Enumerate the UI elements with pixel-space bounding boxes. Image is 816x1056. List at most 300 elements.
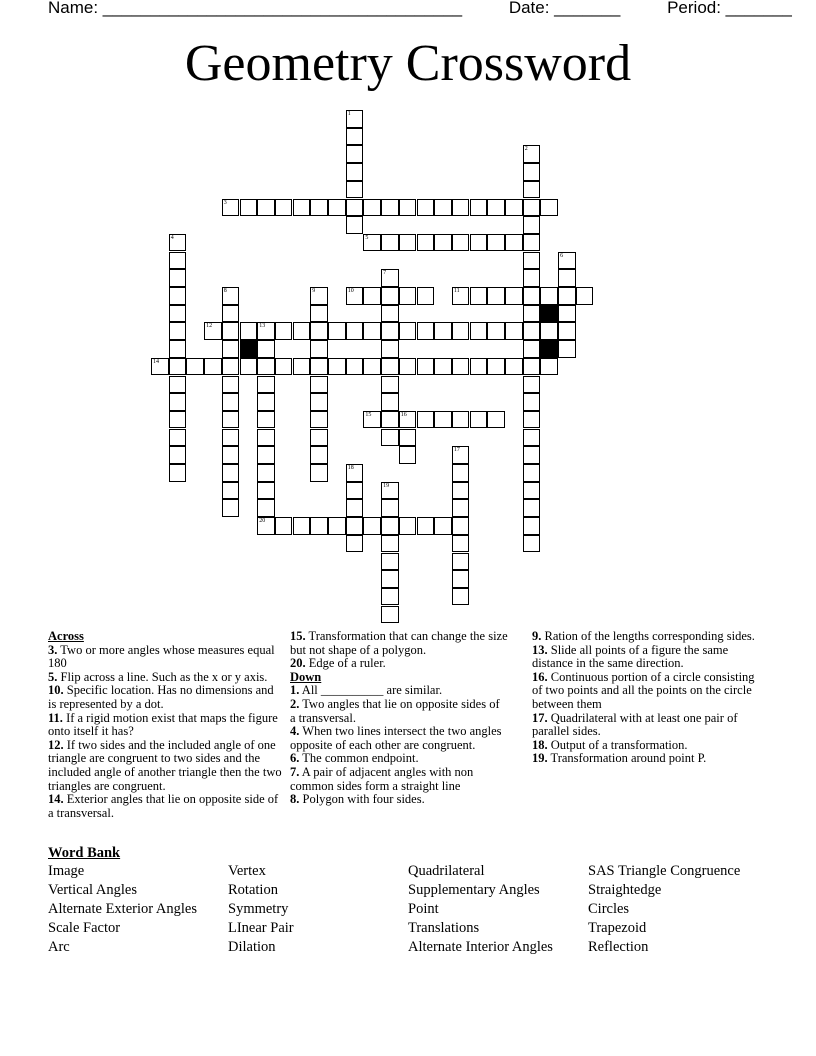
crossword-cell[interactable]	[434, 322, 452, 340]
crossword-cell[interactable]	[523, 322, 541, 340]
crossword-cell[interactable]	[363, 287, 381, 305]
crossword-cell[interactable]	[222, 305, 240, 323]
crossword-cell[interactable]	[310, 287, 328, 305]
crossword-cell[interactable]	[470, 234, 488, 252]
crossword-cell[interactable]	[257, 340, 275, 358]
crossword-cell[interactable]	[505, 199, 523, 217]
clue-number: 12	[206, 323, 213, 330]
crossword-cell[interactable]	[417, 234, 435, 252]
clue-number: 20.	[290, 656, 306, 671]
word-bank-item: LInear Pair	[228, 920, 294, 936]
clue-number: 5	[365, 234, 369, 241]
clue-text: Transformation around point P.	[547, 751, 707, 766]
crossword-cell[interactable]	[505, 287, 523, 305]
clue-number: 6.	[290, 751, 300, 766]
crossword-cell[interactable]	[293, 322, 311, 340]
crossword-cell[interactable]	[275, 322, 293, 340]
across-clue	[48, 671, 283, 685]
crossword-cell[interactable]	[346, 499, 364, 517]
crossword-cell[interactable]	[257, 429, 275, 447]
crossword-cell[interactable]	[310, 199, 328, 217]
crossword-cell[interactable]	[240, 358, 258, 376]
crossword-cell[interactable]	[169, 446, 187, 464]
crossword-cell[interactable]	[523, 269, 541, 287]
crossword-cell[interactable]	[346, 464, 364, 482]
crossword-cell[interactable]	[381, 535, 399, 553]
crossword-cell[interactable]	[204, 322, 222, 340]
crossword-cell[interactable]	[222, 411, 240, 429]
crossword-cell[interactable]	[169, 358, 187, 376]
crossword-cell[interactable]	[381, 358, 399, 376]
crossword-cell[interactable]	[346, 181, 364, 199]
crossword-cell[interactable]	[381, 305, 399, 323]
crossword-cell[interactable]	[328, 517, 346, 535]
crossword-cell[interactable]	[452, 464, 470, 482]
crossword-cell[interactable]	[470, 411, 488, 429]
crossword-cell[interactable]	[487, 358, 505, 376]
crossword-cell[interactable]	[381, 393, 399, 411]
word-bank-item: Symmetry	[228, 901, 289, 917]
crossword-cell[interactable]	[310, 411, 328, 429]
clue-number: 1.	[290, 683, 300, 698]
crossword-cell[interactable]	[381, 606, 399, 624]
crossword-cell[interactable]	[505, 234, 523, 252]
crossword-cell[interactable]	[346, 517, 364, 535]
crossword-cell[interactable]	[381, 411, 399, 429]
crossword-cell[interactable]	[417, 322, 435, 340]
crossword-cell[interactable]	[363, 234, 381, 252]
crossword-cell[interactable]	[434, 411, 452, 429]
crossword-cell[interactable]	[417, 517, 435, 535]
clues-column-1	[48, 630, 283, 820]
crossword-cell[interactable]	[487, 199, 505, 217]
word-bank-item: Alternate Exterior Angles	[48, 901, 197, 917]
crossword-cell[interactable]	[381, 517, 399, 535]
crossword-cell[interactable]	[523, 234, 541, 252]
crossword-cell[interactable]	[328, 358, 346, 376]
clue-text: Output of a transformation.	[547, 737, 688, 752]
clue-text: Slide all points of a figure the same distance in the same direction.	[532, 642, 729, 671]
clue-number: 14.	[48, 792, 64, 807]
crossword-cell[interactable]	[310, 429, 328, 447]
crossword-cell[interactable]	[452, 411, 470, 429]
crossword-cell[interactable]	[222, 446, 240, 464]
crossword-cell[interactable]	[470, 199, 488, 217]
down-clue	[532, 644, 762, 671]
crossword-cell[interactable]	[470, 287, 488, 305]
crossword-cell[interactable]	[523, 287, 541, 305]
crossword-cell[interactable]	[310, 340, 328, 358]
crossword-cell[interactable]	[293, 517, 311, 535]
clue-number: 9	[312, 288, 316, 294]
crossword-cell[interactable]	[399, 234, 417, 252]
crossword-cell[interactable]	[434, 358, 452, 376]
crossword-cell[interactable]	[293, 199, 311, 217]
black-square	[540, 340, 558, 358]
crossword-cell[interactable]	[310, 517, 328, 535]
crossword-cell[interactable]	[381, 482, 399, 500]
clue-text: Specific location. Has no dimensions and is represented by a dot.	[48, 683, 274, 711]
crossword-cell[interactable]	[434, 517, 452, 535]
crossword-cell[interactable]	[363, 517, 381, 535]
crossword-cell[interactable]	[346, 216, 364, 234]
crossword-cell[interactable]	[310, 358, 328, 376]
crossword-cell[interactable]	[523, 535, 541, 553]
clue-text: The common endpoint.	[299, 751, 419, 766]
period-field[interactable]: Period: _______	[667, 0, 792, 17]
crossword-cell[interactable]	[452, 588, 470, 606]
crossword-cell[interactable]	[346, 535, 364, 553]
crossword-cell[interactable]	[346, 358, 364, 376]
across-clue	[48, 739, 283, 793]
crossword-cell[interactable]	[399, 358, 417, 376]
crossword-cell[interactable]	[523, 429, 541, 447]
student-info-header	[48, 0, 792, 20]
crossword-cell[interactable]	[222, 464, 240, 482]
crossword-cell[interactable]	[328, 322, 346, 340]
crossword-cell[interactable]	[204, 358, 222, 376]
crossword-cell[interactable]	[487, 411, 505, 429]
crossword-cell[interactable]	[222, 358, 240, 376]
crossword-cell[interactable]	[169, 252, 187, 270]
crossword-cell[interactable]	[452, 517, 470, 535]
crossword-cell[interactable]	[434, 199, 452, 217]
crossword-cell[interactable]	[558, 287, 576, 305]
crossword-cell[interactable]	[310, 322, 328, 340]
crossword-cell[interactable]	[346, 287, 364, 305]
crossword-cell[interactable]	[222, 199, 240, 217]
crossword-cell[interactable]	[363, 199, 381, 217]
crossword-cell[interactable]	[222, 482, 240, 500]
crossword-cell[interactable]	[381, 570, 399, 588]
crossword-cell[interactable]	[222, 393, 240, 411]
down-clue	[532, 671, 762, 712]
crossword-cell[interactable]	[169, 411, 187, 429]
clue-text: Quadrilateral with at least one pair of parallel sides.	[532, 710, 738, 739]
crossword-cell[interactable]	[487, 234, 505, 252]
crossword-cell[interactable]	[257, 322, 275, 340]
clue-text: All __________ are similar.	[299, 683, 443, 698]
crossword-cell[interactable]	[523, 163, 541, 181]
crossword-cell[interactable]	[275, 358, 293, 376]
word-bank-item: Reflection	[588, 939, 649, 955]
crossword-cell[interactable]	[452, 570, 470, 588]
crossword-cell[interactable]	[452, 553, 470, 571]
crossword-cell[interactable]	[558, 340, 576, 358]
across-clue	[48, 793, 283, 820]
word-bank-item: Vertical Angles	[48, 882, 137, 898]
crossword-cell[interactable]	[346, 110, 364, 128]
crossword-cell[interactable]	[523, 358, 541, 376]
word-bank-column	[48, 862, 197, 957]
down-clue	[290, 752, 508, 766]
word-bank-column	[408, 862, 553, 957]
crossword-cell[interactable]	[523, 376, 541, 394]
clue-number: 11	[453, 288, 460, 294]
word-bank-item: Arc	[48, 939, 70, 955]
crossword-cell[interactable]	[169, 322, 187, 340]
clue-number: 19.	[532, 751, 548, 766]
clue-number: 4	[170, 234, 174, 241]
clue-number: 19	[383, 482, 390, 489]
crossword-cell[interactable]	[540, 287, 558, 305]
down-clue	[290, 793, 508, 807]
clue-number: 8.	[290, 792, 300, 807]
crossword-cell[interactable]	[346, 128, 364, 146]
crossword-cell[interactable]	[558, 305, 576, 323]
crossword-cell[interactable]	[222, 340, 240, 358]
crossword-cell[interactable]	[399, 199, 417, 217]
clue-text: If two sides and the included angle of one triangle are congruent to two sides and the included angle of another triangle then the two triangles are congruent.	[48, 737, 282, 793]
crossword-cell[interactable]	[169, 305, 187, 323]
crossword-cell[interactable]	[399, 446, 417, 464]
date-field[interactable]: Date: _______	[508, 0, 621, 17]
crossword-cell[interactable]	[293, 358, 311, 376]
crossword-cell[interactable]	[523, 411, 541, 429]
crossword-cell[interactable]	[523, 252, 541, 270]
clue-number: 3	[223, 199, 227, 206]
across-clue	[290, 630, 508, 657]
word-bank-item: Image	[48, 863, 85, 879]
crossword-cell[interactable]	[257, 393, 275, 411]
crossword-cell[interactable]	[523, 499, 541, 517]
clue-text: If a rigid motion exist that maps the figure onto itself it has?	[48, 710, 278, 739]
crossword-cell[interactable]	[310, 376, 328, 394]
crossword-cell[interactable]	[169, 393, 187, 411]
down-heading: Down	[290, 669, 322, 684]
crossword-cell[interactable]	[417, 287, 435, 305]
crossword-cell[interactable]	[452, 287, 470, 305]
crossword-cell[interactable]	[328, 199, 346, 217]
clue-text: Exterior angles that lie on opposite side of a transversal.	[48, 792, 279, 820]
clue-number: 9.	[532, 629, 542, 643]
crossword-cell[interactable]	[452, 199, 470, 217]
down-clue	[532, 739, 762, 753]
across-clue	[290, 657, 508, 671]
crossword-cell[interactable]	[523, 181, 541, 199]
crossword-cell[interactable]	[540, 358, 558, 376]
crossword-cell[interactable]	[257, 358, 275, 376]
word-bank-item: Point	[408, 901, 439, 917]
crossword-cell[interactable]	[222, 499, 240, 517]
crossword-cell[interactable]	[505, 322, 523, 340]
crossword-cell[interactable]	[399, 411, 417, 429]
across-clue	[48, 712, 283, 739]
clue-number: 6	[560, 252, 564, 259]
crossword-cell[interactable]	[417, 358, 435, 376]
crossword-cell[interactable]	[505, 358, 523, 376]
word-bank-item: Trapezoid	[588, 920, 647, 936]
crossword-cell[interactable]	[363, 411, 381, 429]
word-bank-item: Vertex	[228, 863, 266, 879]
crossword-cell[interactable]	[470, 322, 488, 340]
crossword-cell[interactable]	[346, 199, 364, 217]
clue-text: Two or more angles whose measures equal 180	[48, 642, 275, 671]
crossword-cell[interactable]	[275, 517, 293, 535]
down-clue	[532, 752, 762, 766]
crossword-cell[interactable]	[222, 376, 240, 394]
clue-number: 15	[365, 411, 372, 418]
crossword-cell[interactable]	[222, 429, 240, 447]
crossword-cell[interactable]	[452, 482, 470, 500]
crossword-cell[interactable]	[523, 464, 541, 482]
crossword-cell[interactable]	[523, 305, 541, 323]
crossword-cell[interactable]	[381, 234, 399, 252]
crossword-cell[interactable]	[169, 464, 187, 482]
clue-text: Transformation that can change the size but not shape of a polygon.	[290, 629, 508, 657]
crossword-cell[interactable]	[169, 269, 187, 287]
crossword-cell[interactable]	[576, 287, 594, 305]
crossword-cell[interactable]	[346, 145, 364, 163]
clue-number: 7	[383, 270, 387, 277]
crossword-cell[interactable]	[381, 287, 399, 305]
crossword-cell[interactable]	[169, 376, 187, 394]
crossword-cell[interactable]	[169, 340, 187, 358]
crossword-cell[interactable]	[487, 322, 505, 340]
crossword-cell[interactable]	[240, 322, 258, 340]
crossword-cell[interactable]	[452, 535, 470, 553]
crossword-cell[interactable]	[346, 482, 364, 500]
clue-number: 10	[347, 288, 354, 294]
word-bank-item: Rotation	[228, 882, 278, 898]
crossword-cell[interactable]	[310, 305, 328, 323]
word-bank-item: Dilation	[228, 939, 276, 955]
crossword-cell[interactable]	[470, 358, 488, 376]
crossword-cell[interactable]	[399, 517, 417, 535]
crossword-cell[interactable]	[222, 322, 240, 340]
word-bank-item: Quadrilateral	[408, 863, 485, 879]
crossword-cell[interactable]	[151, 358, 169, 376]
clue-number: 2	[524, 146, 528, 153]
crossword-cell[interactable]	[381, 322, 399, 340]
crossword-cell[interactable]	[381, 553, 399, 571]
crossword-cell[interactable]	[417, 199, 435, 217]
word-bank-item: Straightedge	[588, 882, 662, 898]
crossword-cell[interactable]	[452, 499, 470, 517]
crossword-cell[interactable]	[434, 234, 452, 252]
crossword-cell[interactable]	[399, 287, 417, 305]
down-clue	[532, 712, 762, 739]
crossword-cell[interactable]	[257, 517, 275, 535]
crossword-cell[interactable]	[381, 199, 399, 217]
crossword-cell[interactable]	[523, 517, 541, 535]
clue-number: 5.	[48, 669, 58, 684]
clue-number: 13.	[532, 642, 548, 657]
word-bank-item: SAS Triangle Congruence	[588, 863, 741, 879]
crossword-cell[interactable]	[540, 322, 558, 340]
crossword-cell[interactable]	[169, 234, 187, 252]
clue-number: 18.	[532, 737, 548, 752]
clues-column-3	[532, 630, 762, 766]
clue-number: 18	[347, 465, 354, 471]
crossword-cell[interactable]	[257, 499, 275, 517]
word-bank-item: Circles	[588, 901, 630, 917]
down-clue	[290, 698, 508, 725]
crossword-cell[interactable]	[452, 322, 470, 340]
crossword-cell[interactable]	[186, 358, 204, 376]
clues-column-2	[290, 630, 508, 807]
crossword-cell[interactable]	[523, 482, 541, 500]
crossword-cell[interactable]	[399, 429, 417, 447]
crossword-cell[interactable]	[310, 464, 328, 482]
crossword-cell[interactable]	[558, 269, 576, 287]
crossword-cell[interactable]	[363, 322, 381, 340]
clue-number: 13	[259, 323, 266, 330]
crossword-cell[interactable]	[275, 199, 293, 217]
clue-number: 4.	[290, 724, 300, 739]
crossword-cell[interactable]	[310, 446, 328, 464]
clue-number: 1	[347, 111, 351, 117]
crossword-cell[interactable]	[381, 499, 399, 517]
crossword-cell[interactable]	[523, 393, 541, 411]
crossword-cell[interactable]	[523, 199, 541, 217]
word-bank-column	[228, 862, 294, 957]
crossword-cell[interactable]	[523, 446, 541, 464]
clue-number: 17	[453, 447, 460, 454]
crossword-cell[interactable]	[363, 358, 381, 376]
black-square	[240, 340, 258, 358]
crossword-cell[interactable]	[257, 376, 275, 394]
crossword-cell[interactable]	[257, 199, 275, 217]
word-bank-item: Translations	[408, 920, 480, 936]
crossword-cell[interactable]	[523, 216, 541, 234]
clue-number: 12.	[48, 737, 64, 752]
crossword-cell[interactable]	[558, 252, 576, 270]
crossword-cell[interactable]	[381, 269, 399, 287]
crossword-cell[interactable]	[452, 358, 470, 376]
crossword-cell[interactable]	[523, 145, 541, 163]
crossword-cell[interactable]	[240, 199, 258, 217]
word-bank-item: Alternate Interior Angles	[408, 939, 553, 955]
crossword-cell[interactable]	[381, 376, 399, 394]
clue-text: Ration of the lengths corresponding sides.	[541, 629, 755, 643]
crossword-cell[interactable]	[523, 340, 541, 358]
clue-number: 8	[223, 288, 227, 294]
crossword-cell[interactable]	[558, 322, 576, 340]
clue-text: Flip across a line. Such as the x or y axis.	[57, 669, 268, 684]
crossword-cell[interactable]	[487, 287, 505, 305]
crossword-cell[interactable]	[417, 411, 435, 429]
crossword-cell[interactable]	[540, 199, 558, 217]
crossword-cell[interactable]	[169, 429, 187, 447]
clue-number: 10.	[48, 683, 64, 698]
crossword-cell[interactable]	[346, 322, 364, 340]
crossword-cell[interactable]	[169, 287, 187, 305]
crossword-cell[interactable]	[257, 482, 275, 500]
crossword-cell[interactable]	[452, 446, 470, 464]
crossword-cell[interactable]	[381, 340, 399, 358]
page-title: Geometry Crossword	[184, 35, 632, 92]
crossword-cell[interactable]	[257, 446, 275, 464]
name-field[interactable]: Name: ______________________________________	[48, 0, 463, 17]
crossword-cell[interactable]	[381, 429, 399, 447]
crossword-cell[interactable]	[257, 464, 275, 482]
clue-number: 17.	[532, 710, 548, 725]
clue-number: 16.	[532, 669, 548, 684]
black-square	[540, 305, 558, 323]
crossword-cell[interactable]	[222, 287, 240, 305]
crossword-cell[interactable]	[346, 163, 364, 181]
clue-text: Continuous portion of a circle consisting of two points and all the points on the circle between them	[532, 669, 755, 711]
clue-number: 15.	[290, 629, 306, 643]
crossword-cell[interactable]	[399, 322, 417, 340]
crossword-cell[interactable]	[452, 234, 470, 252]
crossword-cell[interactable]	[310, 393, 328, 411]
crossword-cell[interactable]	[257, 411, 275, 429]
crossword-cell[interactable]	[381, 588, 399, 606]
clue-text: Edge of a ruler.	[305, 656, 386, 671]
word-bank-item: Scale Factor	[48, 920, 121, 936]
